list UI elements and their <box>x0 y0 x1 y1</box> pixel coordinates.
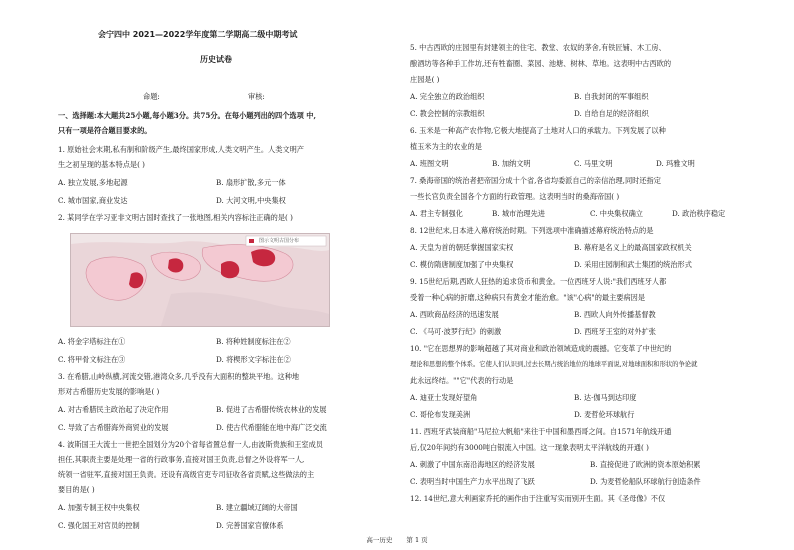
q11-option-c: C. 表明当时中国生产力水平出现了飞跃 <box>410 477 535 486</box>
q4-option-a: A. 加强专制王权中央集权 <box>58 503 140 512</box>
q2-option-a: A. 将金字塔标注在① <box>58 337 126 346</box>
q3-option-a: A. 对古希腊民主政治起了决定作用 <box>58 405 169 414</box>
q6-stem: 6. 玉米是一种高产农作物,它极大地提高了土地对人口的承载力。下列发展了以种 <box>410 126 666 135</box>
q11-option-b: B. 直接促进了欧洲的资本原始积累 <box>590 460 701 469</box>
q7-stem: 7. 桑海帝国的统治者把帝国分成十个省,各省均委派自己的亲信治理,同时还指定 <box>410 176 661 185</box>
q12-stem: 12. 14世纪,意大利画家乔托的画作由于注重写实而别开生面。其《圣母像》不仅 <box>410 494 666 503</box>
q10-stem: 理论和思想的整个体系。它使人们认识到,过去长期占统治地位的地球平面说,对地球面积和形状的争论就 <box>410 361 698 368</box>
ancient-civilizations-map <box>70 233 330 327</box>
q5-stem: 5. 中古西欧的庄园里有封建领主的住宅、教堂、农奴的茅舍,有铁匠铺、木工房、 <box>410 43 666 52</box>
exam-title: 会宁四中 2021—2022学年度第二学期高二级中期考试 <box>98 30 298 39</box>
q9-stem: 9. 15世纪后期,西欧人狂热的追求货币和黄金。一位西班牙人说:"我们西班牙人都 <box>410 277 667 286</box>
q6-option-c: C. 马里文明 <box>574 159 613 168</box>
q11-stem: 后,仅20年间约有3000吨白银流入中国。这一现象表明太平洋航线的开通( ) <box>410 443 649 452</box>
q9-option-b: B. 西欧人向外传播基督教 <box>574 310 656 319</box>
q10-option-b: B. 达·伽马到达印度 <box>574 393 637 402</box>
q10-option-c: C. 哥伦布发现美洲 <box>410 410 471 419</box>
q3-stem: 3. 在希腊,山岭纵横,河流交错,港湾众多,几乎没有大面积的整块平地。这种地 <box>58 372 300 381</box>
section-instructions: 一、选择题:本大题共25小题,每小题3分。共75分。在每小题列出的四个选项 中, <box>58 111 316 120</box>
q5-option-b: B. 自我封闭的军事组织 <box>574 92 649 101</box>
q5-stem: 酿酒坊等各种手工作坊,还有牲畜圈、菜园、池塘、树林、草地。这表明中古西欧的 <box>410 59 672 68</box>
q8-option-b: B. 幕府是名义上的最高国家政权机关 <box>574 243 692 252</box>
reviewer-label: 审核: <box>248 92 265 101</box>
q3-stem: 形对古希腊历史发展的影响是( ) <box>58 387 160 396</box>
q1-stem: 生之初呈现的基本特点是( ) <box>58 160 145 169</box>
q7-option-b: B. 城市治理先进 <box>492 209 545 218</box>
q9-option-d: D. 西班牙王室的对外扩张 <box>574 327 656 336</box>
q9-option-c: C. 《马可·波罗行纪》的刺激 <box>410 327 502 336</box>
q8-option-c: C. 模仿隋唐制度加强了中央集权 <box>410 260 514 269</box>
q7-option-d: D. 政治秩序稳定 <box>672 209 726 218</box>
q3-option-c: C. 导致了古希腊海外商贸业的发展 <box>58 423 169 432</box>
map-graphic <box>71 234 329 326</box>
q2-option-d: D. 将楔形文字标注在② <box>216 355 291 364</box>
q10-stem: 10. "它在思想界的影响超越了其对商业和政治领域造成的震撼。它变革了中世纪的 <box>410 344 672 353</box>
section-instructions: 只有一项是符合题目要求的。 <box>58 126 152 135</box>
q7-option-c: C. 中央集权确立 <box>590 209 643 218</box>
q5-option-c: C. 教会控制的宗教组织 <box>410 109 485 118</box>
q11-option-d: D. 为麦哲伦船队环球航行创造条件 <box>590 477 701 486</box>
q2-option-c: C. 将甲骨文标注在③ <box>58 355 126 364</box>
q2-option-b: B. 将种姓制度标注在② <box>216 337 291 346</box>
q4-stem: 统领一省驻军,直接对国王负责。还设有高级官吏专司征收各省贡赋,这些做法的主 <box>58 470 315 479</box>
footer-page-number: 第 1 页 <box>406 536 428 544</box>
q2-stem: 2. 某同学在学习亚非文明古国时查找了一张地图,相关内容标注正确的是( ) <box>58 213 293 222</box>
q4-option-b: B. 建立疆域辽阔的大帝国 <box>216 503 298 512</box>
q1-stem: 1. 原始社会末期,私有制和阶级产生,最终国家形成,人类文明产生。人类文明产 <box>58 145 304 154</box>
q1-option-d: D. 大河文明,中央集权 <box>216 196 286 205</box>
q1-option-b: B. 扇形扩散,多元一体 <box>216 178 286 187</box>
q10-option-d: D. 麦哲伦环球航行 <box>574 410 635 419</box>
q10-option-a: A. 迪亚士发现好望角 <box>410 393 478 402</box>
q11-stem: 11. 西班牙武装商船"马尼拉大帆船"来往于中国和墨西哥之间。自1571年航线开通 <box>410 427 672 436</box>
q8-option-d: D. 采用庄园制和武士集团的统治形式 <box>574 260 692 269</box>
page-footer <box>0 535 794 544</box>
q10-stem: 此永远终结。""它"代表的行动是 <box>410 376 514 385</box>
setter-label: 命题: <box>143 92 160 101</box>
q4-stem: 4. 波斯国王大流士一世把全国划分为20个省每省置总督一人,由波斯贵族和王室成员 <box>58 440 323 449</box>
q7-stem: 一些长官负责全国各个方面的行政管理。这表明当时的桑海帝国( ) <box>410 192 620 201</box>
subject-title: 历史试卷 <box>200 55 232 64</box>
q5-option-d: D. 自给自足的经济组织 <box>574 109 649 118</box>
q1-option-c: C. 城市国家,商业发达 <box>58 196 128 205</box>
q1-option-a: A. 独立发展,多地起源 <box>58 178 128 187</box>
q9-option-a: A. 西欧商品经济的迅速发展 <box>410 310 499 319</box>
q6-stem: 植玉米为主的农业的是 <box>410 142 482 151</box>
q9-stem: 受着一种心病的折磨,这种病只有黄金才能治愈。"该"心病"的最主要病因是 <box>410 293 646 302</box>
q8-option-a: A. 天皇为首的朝廷掌握国家实权 <box>410 243 514 252</box>
q5-option-a: A. 完全独立的政治组织 <box>410 92 485 101</box>
q4-option-c: C. 强化国王对官员的控制 <box>58 521 140 530</box>
q6-option-a: A. 班图文明 <box>410 159 449 168</box>
footer-course: 高一历史 <box>366 536 393 544</box>
q3-option-d: D. 使古代希腊能在地中海广泛交流 <box>216 423 327 432</box>
q4-option-d: D. 完善国家官僚体系 <box>216 521 284 530</box>
q8-stem: 8. 12世纪末,日本进入幕府统治时期。下列选项中准确描述幕府统治特点的是 <box>410 226 654 235</box>
q6-option-d: D. 玛雅文明 <box>656 159 695 168</box>
q4-stem: 要目的是( ) <box>58 485 95 494</box>
q11-option-a: A. 刺激了中国东南沿海地区的经济发展 <box>410 460 535 469</box>
q4-stem: 担任,其职责主要是处理一省的行政事务,直接对国王负责,总督之外设将军一人, <box>58 455 305 464</box>
q7-option-a: A. 君主专制强化 <box>410 209 463 218</box>
region-mesopotamia <box>168 258 183 272</box>
q5-stem: 庄园是( ) <box>410 75 440 84</box>
q3-option-b: B. 促进了古希腊传统农林业的发展 <box>216 405 327 414</box>
q6-option-b: B. 加纳文明 <box>492 159 531 168</box>
region-india <box>221 261 239 278</box>
map-legend: 图示文明古国分布 <box>259 238 300 244</box>
